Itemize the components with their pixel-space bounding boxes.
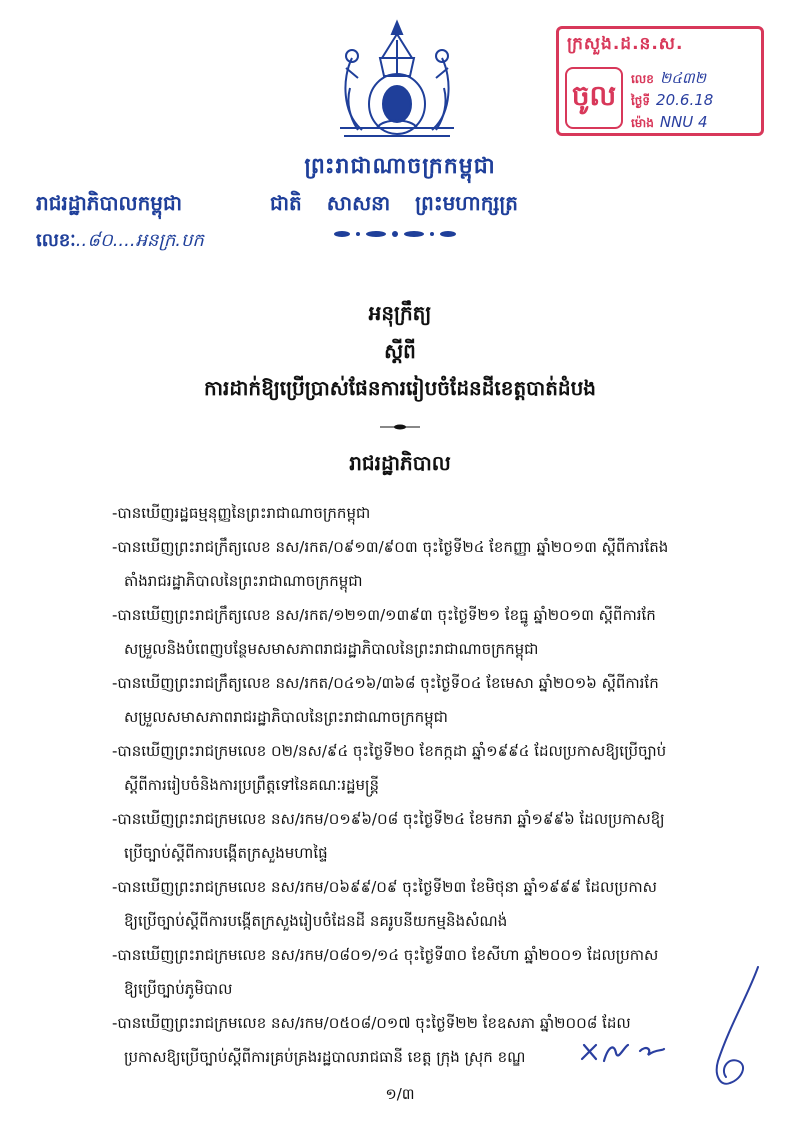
document-type: អនុក្រឹត្យ <box>368 301 432 325</box>
list-item <box>112 666 742 734</box>
list-item-line: -បានឃើញរដ្ឋធម្មនុញ្ញនៃព្រះរាជាណាចក្រកម្ពុជា <box>112 504 371 522</box>
stamp-row-value: ២៤៣២ <box>659 69 707 87</box>
list-item-continuation: ស្តីពីការរៀបចំនិងការប្រព្រឹត្តទៅនៃគណៈរដ្ឋមន្ត្រី <box>124 776 379 794</box>
stamp-badge: ចូល <box>565 67 623 129</box>
list-item <box>112 802 742 870</box>
government-name: រាជរដ្ឋាភិបាលកម្ពុជា <box>36 191 182 215</box>
margin-signature-icon <box>690 965 780 1095</box>
list-item <box>112 734 742 802</box>
list-item <box>112 598 742 666</box>
list-item-continuation: ប្រកាសឱ្យប្រើច្បាប់ស្តីពីការគ្រប់គ្រងរដ្ឋបាលរាជធានី ខេត្ត ក្រុង ស្រុក ខណ្ឌ <box>124 1048 526 1066</box>
list-item <box>112 938 742 1006</box>
issuer-title: រាជរដ្ឋាភិបាល <box>349 451 451 475</box>
about-label: ស្តីពី <box>384 339 416 363</box>
list-item-continuation: សម្រួលសមាសភាពរាជរដ្ឋាភិបាលនៃព្រះរាជាណាចក្រកម្ពុជា <box>124 708 448 726</box>
initials-signature-icon <box>578 1037 668 1067</box>
stamp-row-date <box>631 91 713 111</box>
motto-nation: ជាតិ <box>270 191 302 215</box>
list-item-continuation: ប្រើច្បាប់ស្តីពីការបង្កើតក្រសួងមហាផ្ទៃ <box>124 844 328 862</box>
list-item-line: -បានឃើញព្រះរាជក្រមលេខ នស/រកម/០៦៩៩/០៩ ចុះថ្ងៃទី២៣ ខែមិថុនា ឆ្នាំ១៩៩៩ ដែលប្រកាស <box>112 878 657 896</box>
list-item-line: -បានឃើញព្រះរាជក្រឹត្យលេខ នស/រកត/១២១៣/១៣៩៣ ចុះថ្ងៃទី២១ ខែធ្នូ ឆ្នាំ២០១៣ ស្តីពីការកែ <box>112 606 656 624</box>
list-item-continuation: សម្រួលនិងបំពេញបន្ថែមសមាសភាពរាជរដ្ឋាភិបាលនៃព្រះរាជាណាចក្រកម្ពុជា <box>124 640 539 658</box>
stamp-row-value: NNU 4 <box>659 113 708 131</box>
list-item-line: -បានឃើញព្រះរាជក្រឹត្យលេខ នស/រកត/០៤១៦/៣៦៨ ចុះថ្ងៃទី០៤ ខែមេសា ឆ្នាំ២០១៦ ស្តីពីការកែ <box>112 674 659 692</box>
list-item <box>112 870 742 938</box>
stamp-row-value: 20.6.18 <box>656 91 714 109</box>
preamble-list <box>112 496 742 1074</box>
reference-label: លេខៈ <box>36 230 76 251</box>
stamp-row-label: លេខ <box>631 72 654 86</box>
list-item-line: -បានឃើញព្រះរាជក្រឹត្យលេខ នស/រកត/០៩១៣/៩០៣ ចុះថ្ងៃទី២៤ ខែកញ្ញា ឆ្នាំ២០១៣ ស្តីពីការតែង <box>112 538 669 556</box>
stamp-row-label: ម៉ោង <box>631 116 654 130</box>
page-number: ១/៣ <box>385 1085 415 1103</box>
kingdom-name: ព្រះរាជាណាចក្រកម្ពុជា <box>304 154 496 179</box>
received-stamp <box>556 26 764 136</box>
list-item-continuation: ឱ្យប្រើច្បាប់ស្តីពីការបង្កើតក្រសួងរៀបចំដែនដី នគរូបនីយកម្មនិងសំណង់ <box>124 912 508 930</box>
list-item-line: -បានឃើញព្រះរាជក្រមលេខ នស/រកម/០១៩៦/០៨ ចុះថ្ងៃទី២៤ ខែមករា ឆ្នាំ១៩៩៦ ដែលប្រកាសឱ្យ <box>112 810 665 828</box>
list-item <box>112 530 742 598</box>
motto-religion: សាសនា <box>326 191 391 215</box>
stamp-row-time <box>631 113 708 133</box>
stamp-row-number <box>631 69 706 91</box>
reference-number <box>36 228 204 255</box>
motto-king: ព្រះមហាក្សត្រ <box>415 191 519 215</box>
list-item-continuation: ឱ្យប្រើច្បាប់ភូមិបាល <box>124 980 233 998</box>
list-item-continuation: តាំងរាជរដ្ឋាភិបាលនៃព្រះរាជាណាចក្រកម្ពុជា <box>124 572 363 590</box>
document-subject: ការដាក់ឱ្យប្រើប្រាស់ផែនការរៀបចំដែនដីខេត្តបាត់ដំបង <box>204 376 596 400</box>
list-item-line: -បានឃើញព្រះរាជក្រមលេខ ០២/នស/៩៤ ចុះថ្ងៃទី២០ ខែកក្កដា ឆ្នាំ១៩៩៤ ដែលប្រកាសឱ្យប្រើច្បាប់ <box>112 742 667 760</box>
reference-value: ..៨០....អនក្រ.បក <box>75 230 204 251</box>
royal-emblem-icon <box>322 18 472 148</box>
stamp-row-label: ថ្ងៃទី <box>631 94 651 108</box>
national-motto <box>270 190 536 220</box>
list-item-line: -បានឃើញព្រះរាជក្រមលេខ នស/រកម/០៥០៨/០១៧ ចុះថ្ងៃទី២២ ខែឧសភា ឆ្នាំ២០០៨ ដែល <box>112 1014 631 1032</box>
stamp-heading: ក្រសួង.ដ.ន.ស. <box>567 34 684 54</box>
list-item-line: -បានឃើញព្រះរាជក្រមលេខ នស/រកម/០៨០១/១៤ ចុះថ្ងៃទី៣០ ខែសីហា ឆ្នាំ២០០១ ដែលប្រកាស <box>112 946 659 964</box>
list-item <box>112 496 742 530</box>
header-ornament-icon <box>330 226 460 242</box>
divider-ornament-icon <box>380 423 420 431</box>
